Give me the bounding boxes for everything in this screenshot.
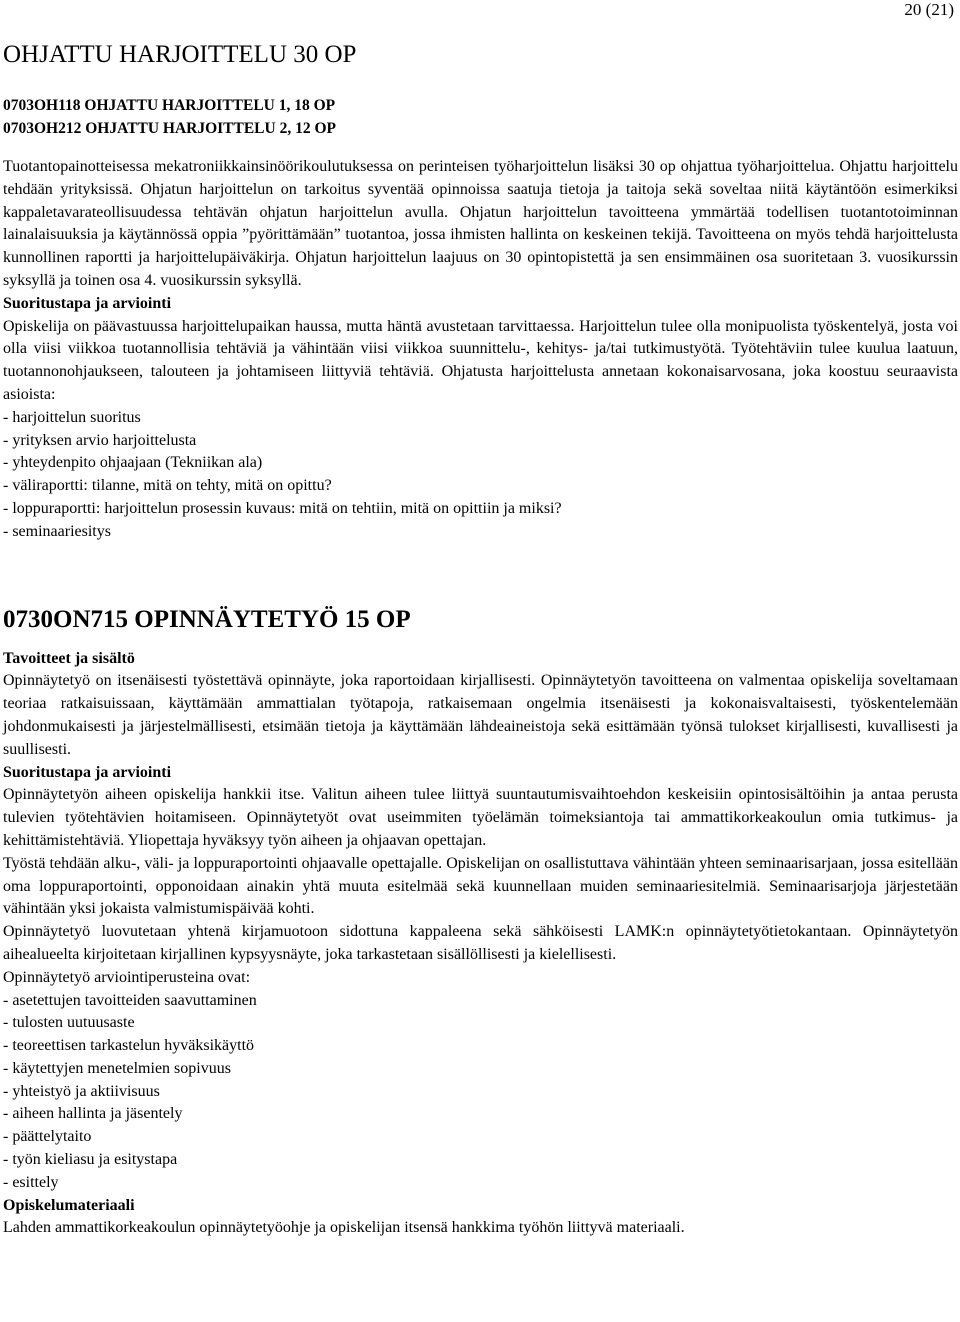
document-content xyxy=(3,38,958,1240)
course-codes xyxy=(3,94,958,140)
suoritustapa-heading-2: Suoritustapa ja arviointi xyxy=(3,763,172,781)
list-item: - väliraportti: tilanne, mitä on tehty, mitä on opittu? xyxy=(3,477,332,495)
course-code-2: 0703OH212 OHJATTU HARJOITTELU 2, 12 OP xyxy=(3,120,336,137)
list-item: - yhteistyö ja aktiivisuus xyxy=(3,1082,160,1100)
opiskelumateriaali-heading: Opiskelumateriaali xyxy=(3,1196,135,1214)
suoritustapa-paragraph-2b: Työstä tehdään alku-, väli- ja loppuraportointi ohjaavalle opettajalle. Opiskelijan on osallistuttava vähintään yhteen seminaarisarjaan, jossa esitellään oma loppuraportointi, opponoidaan ainakin yhtä muuta esitelmää sekä kuunnellaan muiden seminaariesitelmiä. Seminaarisarjoja järjestetään vähintään yksi jokaista valmistumispäivää kohti. xyxy=(3,854,958,918)
suoritustapa-paragraph-1: Opiskelija on päävastuussa harjoittelupaikan haussa, mutta häntä avustetaan tarvittaessa. Harjoittelun tulee olla monipuolista työskentelyä, josta voi olla viisi viikkoa tuotannollisia tehtäviä ja vähintään viisi viikkoa suunnittelu-, kehitys- ja/tai tutkimustyötä. Työtehtäviin tulee kuulua laatuun, tuotannonohjaukseen, talouteen ja johtamiseen liittyviä tehtäviä. Ohjatusta harjoittelusta annetaan kokonaisarvosana, joka koostuu seuraavista asioista: xyxy=(3,317,958,403)
list-item: - tulosten uutuusaste xyxy=(3,1014,135,1032)
section-title-opinnaytetyo: 0730ON715 OPINNÄYTETYÖ 15 OP xyxy=(3,605,411,633)
list-item: - työn kieliasu ja esitystapa xyxy=(3,1151,178,1169)
grading-items-list xyxy=(3,407,958,544)
list-item: - asetettujen tavoitteiden saavuttaminen xyxy=(3,991,257,1009)
list-item: - harjoittelun suoritus xyxy=(3,408,141,426)
course-code-1: 0703OH118 OHJATTU HARJOITTELU 1, 18 OP xyxy=(3,97,336,114)
list-item: - yhteydenpito ohjaajaan (Tekniikan ala) xyxy=(3,454,263,472)
list-item: - esittely xyxy=(3,1173,59,1191)
list-item: - päättelytaito xyxy=(3,1128,92,1146)
criteria-intro: Opinnäytetyö arviointiperusteina ovat: xyxy=(3,968,251,986)
intro-paragraph: Tuotantopainotteisessa mekatroniikkainsinöörikoulutuksessa on perinteisen työharjoittelun lisäksi 30 op ohjattua työharjoittelua. Ohjattu harjoittelu tehdään yrityksissä. Ohjatun harjoittelun on tarkoitus syventää opinnoissa saatuja tietoja ja taitoja sekä soveltaa niitä käytäntöön esimerkiksi kappaletavarateollisuudessa tehtävän ohjatun harjoittelun avulla. Ohjatun harjoittelun tavoitteena ymmärtää todellisen tuotantotoiminnan lainalaisuuksia ja käytännössä oppia ”pyörittämään” tuotantoa, jossa ihmisten hallinta on keskeinen tekijä. Tavoitteena on myös tehdä harjoittelusta kunnollinen raportti ja harjoittelupäiväkirja. Ohjatun harjoittelun laajuus on 30 opintopistettä ja sen ensimmäinen osa suoritetaan 3. vuosikurssin syksyllä ja toinen osa 4. vuosikurssin syksyllä. xyxy=(3,158,958,289)
tavoitteet-heading: Tavoitteet ja sisältö xyxy=(3,649,135,667)
list-item: - loppuraportti: harjoittelun prosessin kuvaus: mitä on tehtiin, mitä on opittiin ja miksi? xyxy=(3,499,562,517)
list-item: - seminaariesitys xyxy=(3,522,111,540)
page-number: 20 (21) xyxy=(904,0,954,19)
criteria-list xyxy=(3,990,958,1195)
suoritustapa-heading-1: Suoritustapa ja arviointi xyxy=(3,294,172,312)
suoritustapa-paragraph-2c: Opinnäytetyö luovutetaan yhtenä kirjamuotoon sidottuna kappaleena sekä sähköisesti LAMK:n opinnäytetyötietokantaan. Opinnäytetyön aihealueelta kirjoitetaan kirjallinen kypsyysnäyte, joka tarkastetaan sisällöllisesti ja kielellisesti. xyxy=(3,923,958,963)
list-item: - käytettyjen menetelmien sopivuus xyxy=(3,1059,231,1077)
list-item: - teoreettisen tarkastelun hyväksikäyttö xyxy=(3,1037,255,1055)
opiskelumateriaali-paragraph: Lahden ammattikorkeakoulun opinnäytetyöohje ja opiskelijan itsensä hankkima työhön liittyvä materiaali. xyxy=(3,1219,685,1237)
suoritustapa-paragraph-2a: Opinnäytetyön aiheen opiskelija hankkii itse. Valitun aiheen tulee liittyä suuntautumisvaihtoehdon keskeisiin opintosisältöihin ja antaa perusta tulevien työtehtävien hoitamiseen. Opinnäytetyöt ovat useimmiten työelämän toimeksiantoja tai ammattikorkeakoulun omia tutkimus- ja kehittämistehtäviä. Yliopettaja hyväksyy työn aiheen ja ohjaavan opettajan. xyxy=(3,786,958,849)
list-item: - yrityksen arvio harjoittelusta xyxy=(3,431,197,449)
list-item: - aiheen hallinta ja jäsentely xyxy=(3,1105,183,1123)
tavoitteet-paragraph: Opinnäytetyö on itsenäisesti työstettävä opinnäyte, joka raportoidaan kirjallisesti. Opinnäytetyön tavoitteena on valmentaa opiskelija soveltamaan teoriaa ratkaisuissaan, käyttämään ammattialan työtapoja, ratkaisemaan ongelmia itsenäisesti ja kokonaisvaltaisesti, työskentelemään johdonmukaisesti ja järjestelmällisesti, etsimään tietoja ja käyttämään lähdeaineistoja sekä esittämään työnsä tulokset kirjallisesti, kuvallisesti ja suullisesti. xyxy=(3,672,958,758)
section-title-ohjattu-harjoittelu: OHJATTU HARJOITTELU 30 OP xyxy=(3,41,357,68)
